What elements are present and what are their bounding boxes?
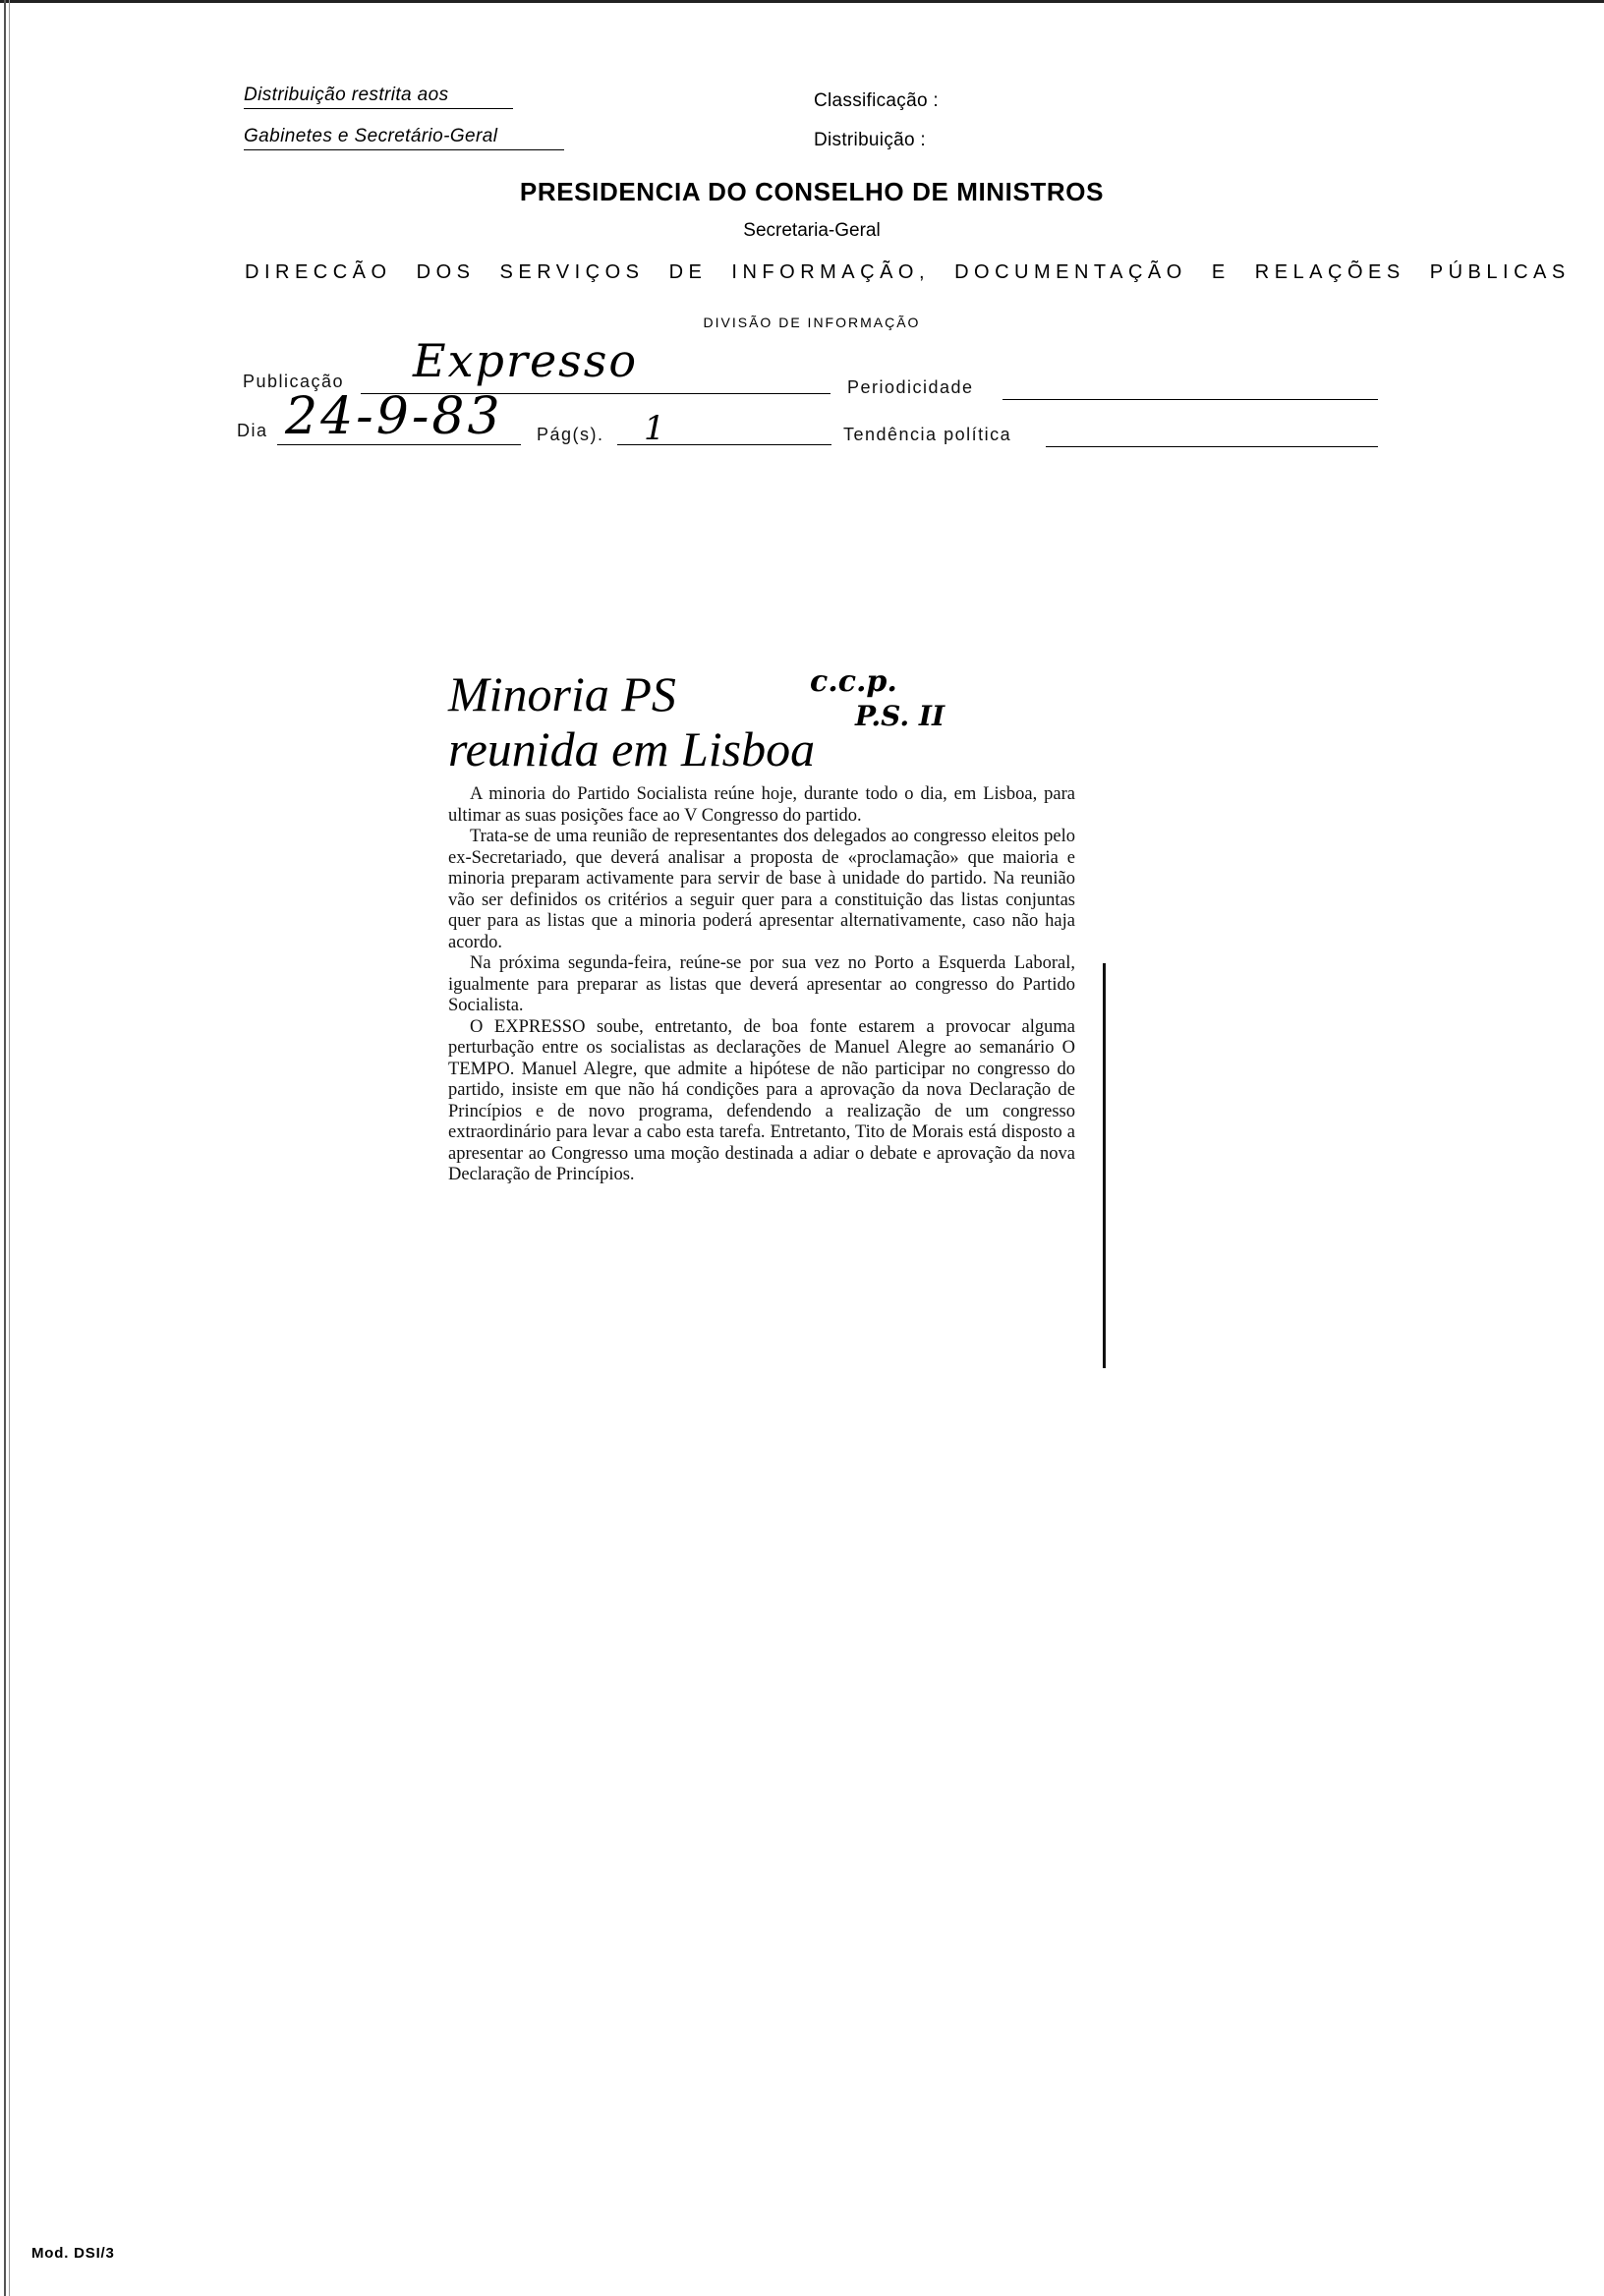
article-paragraph: Trata-se de uma reunião de representantes dos delegados ao congresso eleitos pelo ex-Secretariado, que deverá analisar a proposta de «proclamação» que maioria e minoria preparam activamente para servir de base à unidade do partido. Na reunião vão ser definidos os critérios a seguir quer para a constituição das listas conjuntas quer para as listas que a minoria poderá apresentar alternativamente, caso não haja acordo.: [448, 827, 1075, 952]
directorate-line: DIRECCÃO DOS SERVIÇOS DE INFORMAÇÃO, DOCUMENTAÇÃO E RELAÇÕES PÚBLICAS: [245, 261, 1571, 283]
periodicity-label: Periodicidade: [847, 377, 974, 397]
publication-label: Publicação: [243, 372, 345, 391]
political-tendency-line: [1046, 446, 1378, 447]
page-subtitle: Secretaria-Geral: [743, 220, 881, 241]
article-headline-line1: Minoria PS: [448, 666, 676, 721]
handwritten-note-ccp: c.c.p.: [810, 664, 897, 699]
top-border: [0, 0, 1604, 3]
left-border-inner: [9, 0, 10, 2296]
article-paragraph: A minoria do Partido Socialista reúne hoje, durante todo o dia, em Lisboa, para ultimar as suas posições face ao V Congresso do partido.: [448, 784, 1075, 826]
page-title: PRESIDENCIA DO CONSELHO DE MINISTROS: [519, 177, 1105, 206]
day-label: Dia: [237, 421, 268, 440]
article-paragraph: O EXPRESSO soube, entretanto, de boa fonte estarem a provocar alguma perturbação entre os socialistas as declarações de Manuel Alegre ao semanário O TEMPO. Manuel Alegre, que admite a hipótese de não participar no congresso do partido, insiste em que não há condições para a aprovação da nova Declaração de Princípios e de novo programa, defendendo a realização de um congresso extraordinário para levar a cabo esta tarefa. Entretanto, Tito de Morais está disposto a apresentar ao Congresso uma moção destinada a adiar o debate e aprovação da nova Declaração de Princípios.: [448, 1016, 1075, 1184]
day-handwritten-value: 24-9-83: [285, 387, 503, 446]
left-border: [4, 0, 6, 2296]
publication-handwritten-value: Expresso: [413, 334, 639, 387]
pages-label: Pág(s).: [537, 425, 604, 444]
political-tendency-label: Tendência política: [843, 425, 1012, 444]
pages-handwritten-value: 1: [644, 409, 665, 448]
form-code: Mod. DSI/3: [31, 2245, 115, 2262]
handwritten-note-ps: P.S. II: [855, 700, 945, 732]
division-line: DIVISÃO DE INFORMAÇÃO: [703, 315, 921, 330]
distribution-label: Distribuição :: [814, 130, 927, 150]
column-margin-rule: [1103, 963, 1106, 1368]
periodicity-line: [1002, 399, 1378, 400]
article-body: [448, 784, 1075, 1186]
restricted-distribution-line2: Gabinetes e Secretário-Geral: [244, 126, 564, 150]
article-paragraph: Na próxima segunda-feira, reúne-se por sua vez no Porto a Esquerda Laboral, igualmente para preparar as listas que deverá apresentar ao congresso do Partido Socialista.: [448, 953, 1075, 1015]
classification-label: Classificação :: [814, 90, 939, 111]
article-headline-line2: reunida em Lisboa: [448, 721, 816, 776]
article-headline: [448, 666, 815, 776]
restricted-distribution-line1: Distribuição restrita aos: [244, 85, 513, 109]
